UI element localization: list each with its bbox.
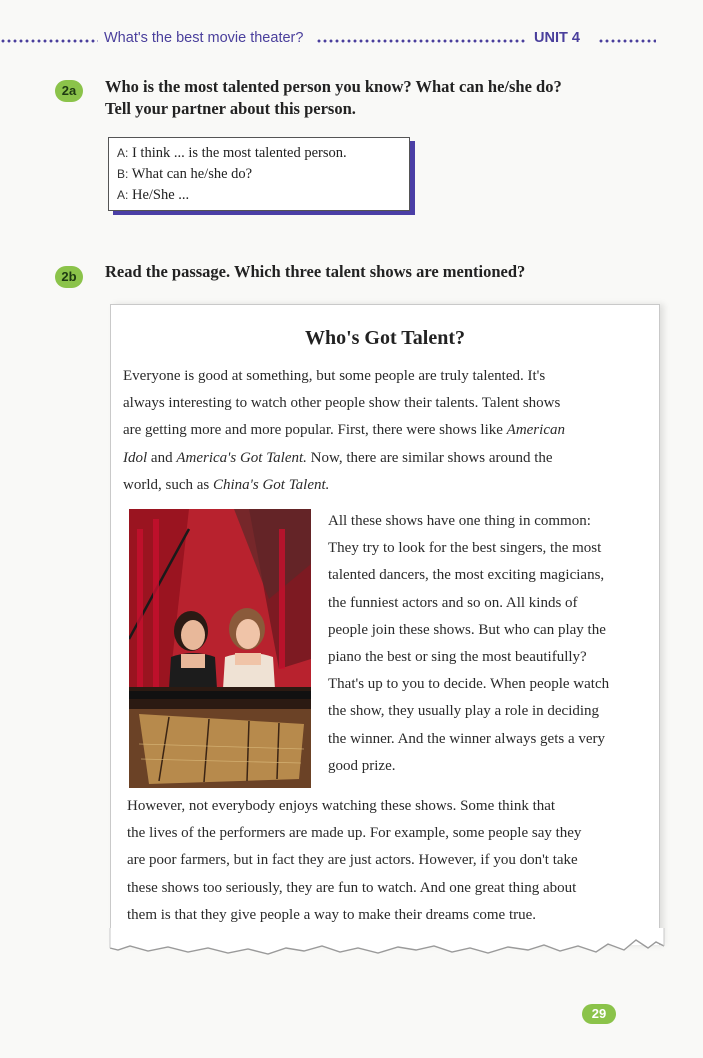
passage-line xyxy=(123,445,565,472)
passage-text: are getting more and more popular. First, there were shows like xyxy=(123,422,503,439)
passage-title: Who's Got Talent? xyxy=(304,327,466,349)
show-name: America's Got Talent. xyxy=(176,449,307,466)
passage-line xyxy=(123,417,565,444)
show-name: China's Got Talent. xyxy=(213,476,330,493)
passage-text: Now, there are similar shows around the xyxy=(310,449,553,466)
show-name: Idol xyxy=(123,449,148,466)
speaker-label: A: xyxy=(117,188,129,202)
lesson-title: What's the best movie theater? xyxy=(104,30,304,46)
passage-line: the winner. And the winner always gets a very xyxy=(328,730,606,747)
passage-line: the show, they usually play a role in deciding xyxy=(328,703,600,720)
show-name: American xyxy=(506,422,565,439)
section-badge-2b: 2b xyxy=(55,266,83,288)
passage-line: However, not everybody enjoys watching these shows. Some think that xyxy=(127,798,556,814)
section-badge-2a: 2a xyxy=(55,80,83,102)
passage-line: piano the best or sing the most beautifully? xyxy=(328,649,587,666)
reading-passage xyxy=(110,304,660,945)
speaker-label: B: xyxy=(117,167,129,181)
header-dots-middle xyxy=(316,38,526,44)
passage-line: talented dancers, the most exciting magicians, xyxy=(328,567,605,584)
passage-line: good prize. xyxy=(328,757,396,774)
piano-performers-photo xyxy=(129,509,311,788)
dialogue-text: I think ... is the most talented person. xyxy=(131,145,347,161)
unit-label: UNIT 4 xyxy=(534,30,580,46)
passage-paragraph-1 xyxy=(123,363,565,499)
passage-line: are poor farmers, but in fact they are just actors. However, if you don't take xyxy=(127,852,578,869)
dialogue-line xyxy=(117,166,252,183)
passage-line: people join these shows. But who can play the xyxy=(328,621,606,638)
passage-line: the lives of the performers are made up. For example, some people say they xyxy=(127,825,582,842)
page-number-badge: 29 xyxy=(582,1004,616,1024)
dialogue-text: He/She ... xyxy=(131,187,190,203)
header-dots-right xyxy=(598,38,656,44)
passage-line: Everyone is good at something, but some people are truly talented. It's xyxy=(123,368,546,384)
speaker-label: A: xyxy=(117,146,129,160)
running-header xyxy=(0,30,703,56)
dialogue-box xyxy=(108,137,410,211)
dialogue-line xyxy=(117,187,189,204)
passage-line: always interesting to watch other people show their talents. Talent shows xyxy=(123,395,561,412)
passage-line: All these shows have one thing in common: xyxy=(328,513,591,529)
photo-illustration xyxy=(129,509,311,788)
passage-line: That's up to you to decide. When people watch xyxy=(328,676,610,693)
dialogue-text: What can he/she do? xyxy=(131,166,253,182)
passage-paragraph-2 xyxy=(328,508,609,780)
passage-line: the funniest actors and so on. All kinds of xyxy=(328,594,578,611)
passage-line: They try to look for the best singers, the most xyxy=(328,540,602,557)
torn-paper-edge xyxy=(108,928,668,968)
instruction-2a-line2: Tell your partner about this person. xyxy=(105,99,356,118)
passage-paragraph-3 xyxy=(127,793,581,929)
passage-line: these shows too seriously, they are fun to watch. And one great thing about xyxy=(127,879,577,896)
passage-line: them is that they give people a way to make their dreams come true. xyxy=(127,906,537,923)
instruction-2a-line1: Who is the most talented person you know? What can he/she do? xyxy=(105,77,562,96)
passage-line xyxy=(123,472,565,499)
dialogue-line xyxy=(117,145,347,162)
passage-text: and xyxy=(150,449,173,466)
passage-text: world, such as xyxy=(123,476,210,493)
instruction-2b: Read the passage. Which three talent shows are mentioned? xyxy=(105,262,526,281)
header-dots-left xyxy=(0,38,98,44)
